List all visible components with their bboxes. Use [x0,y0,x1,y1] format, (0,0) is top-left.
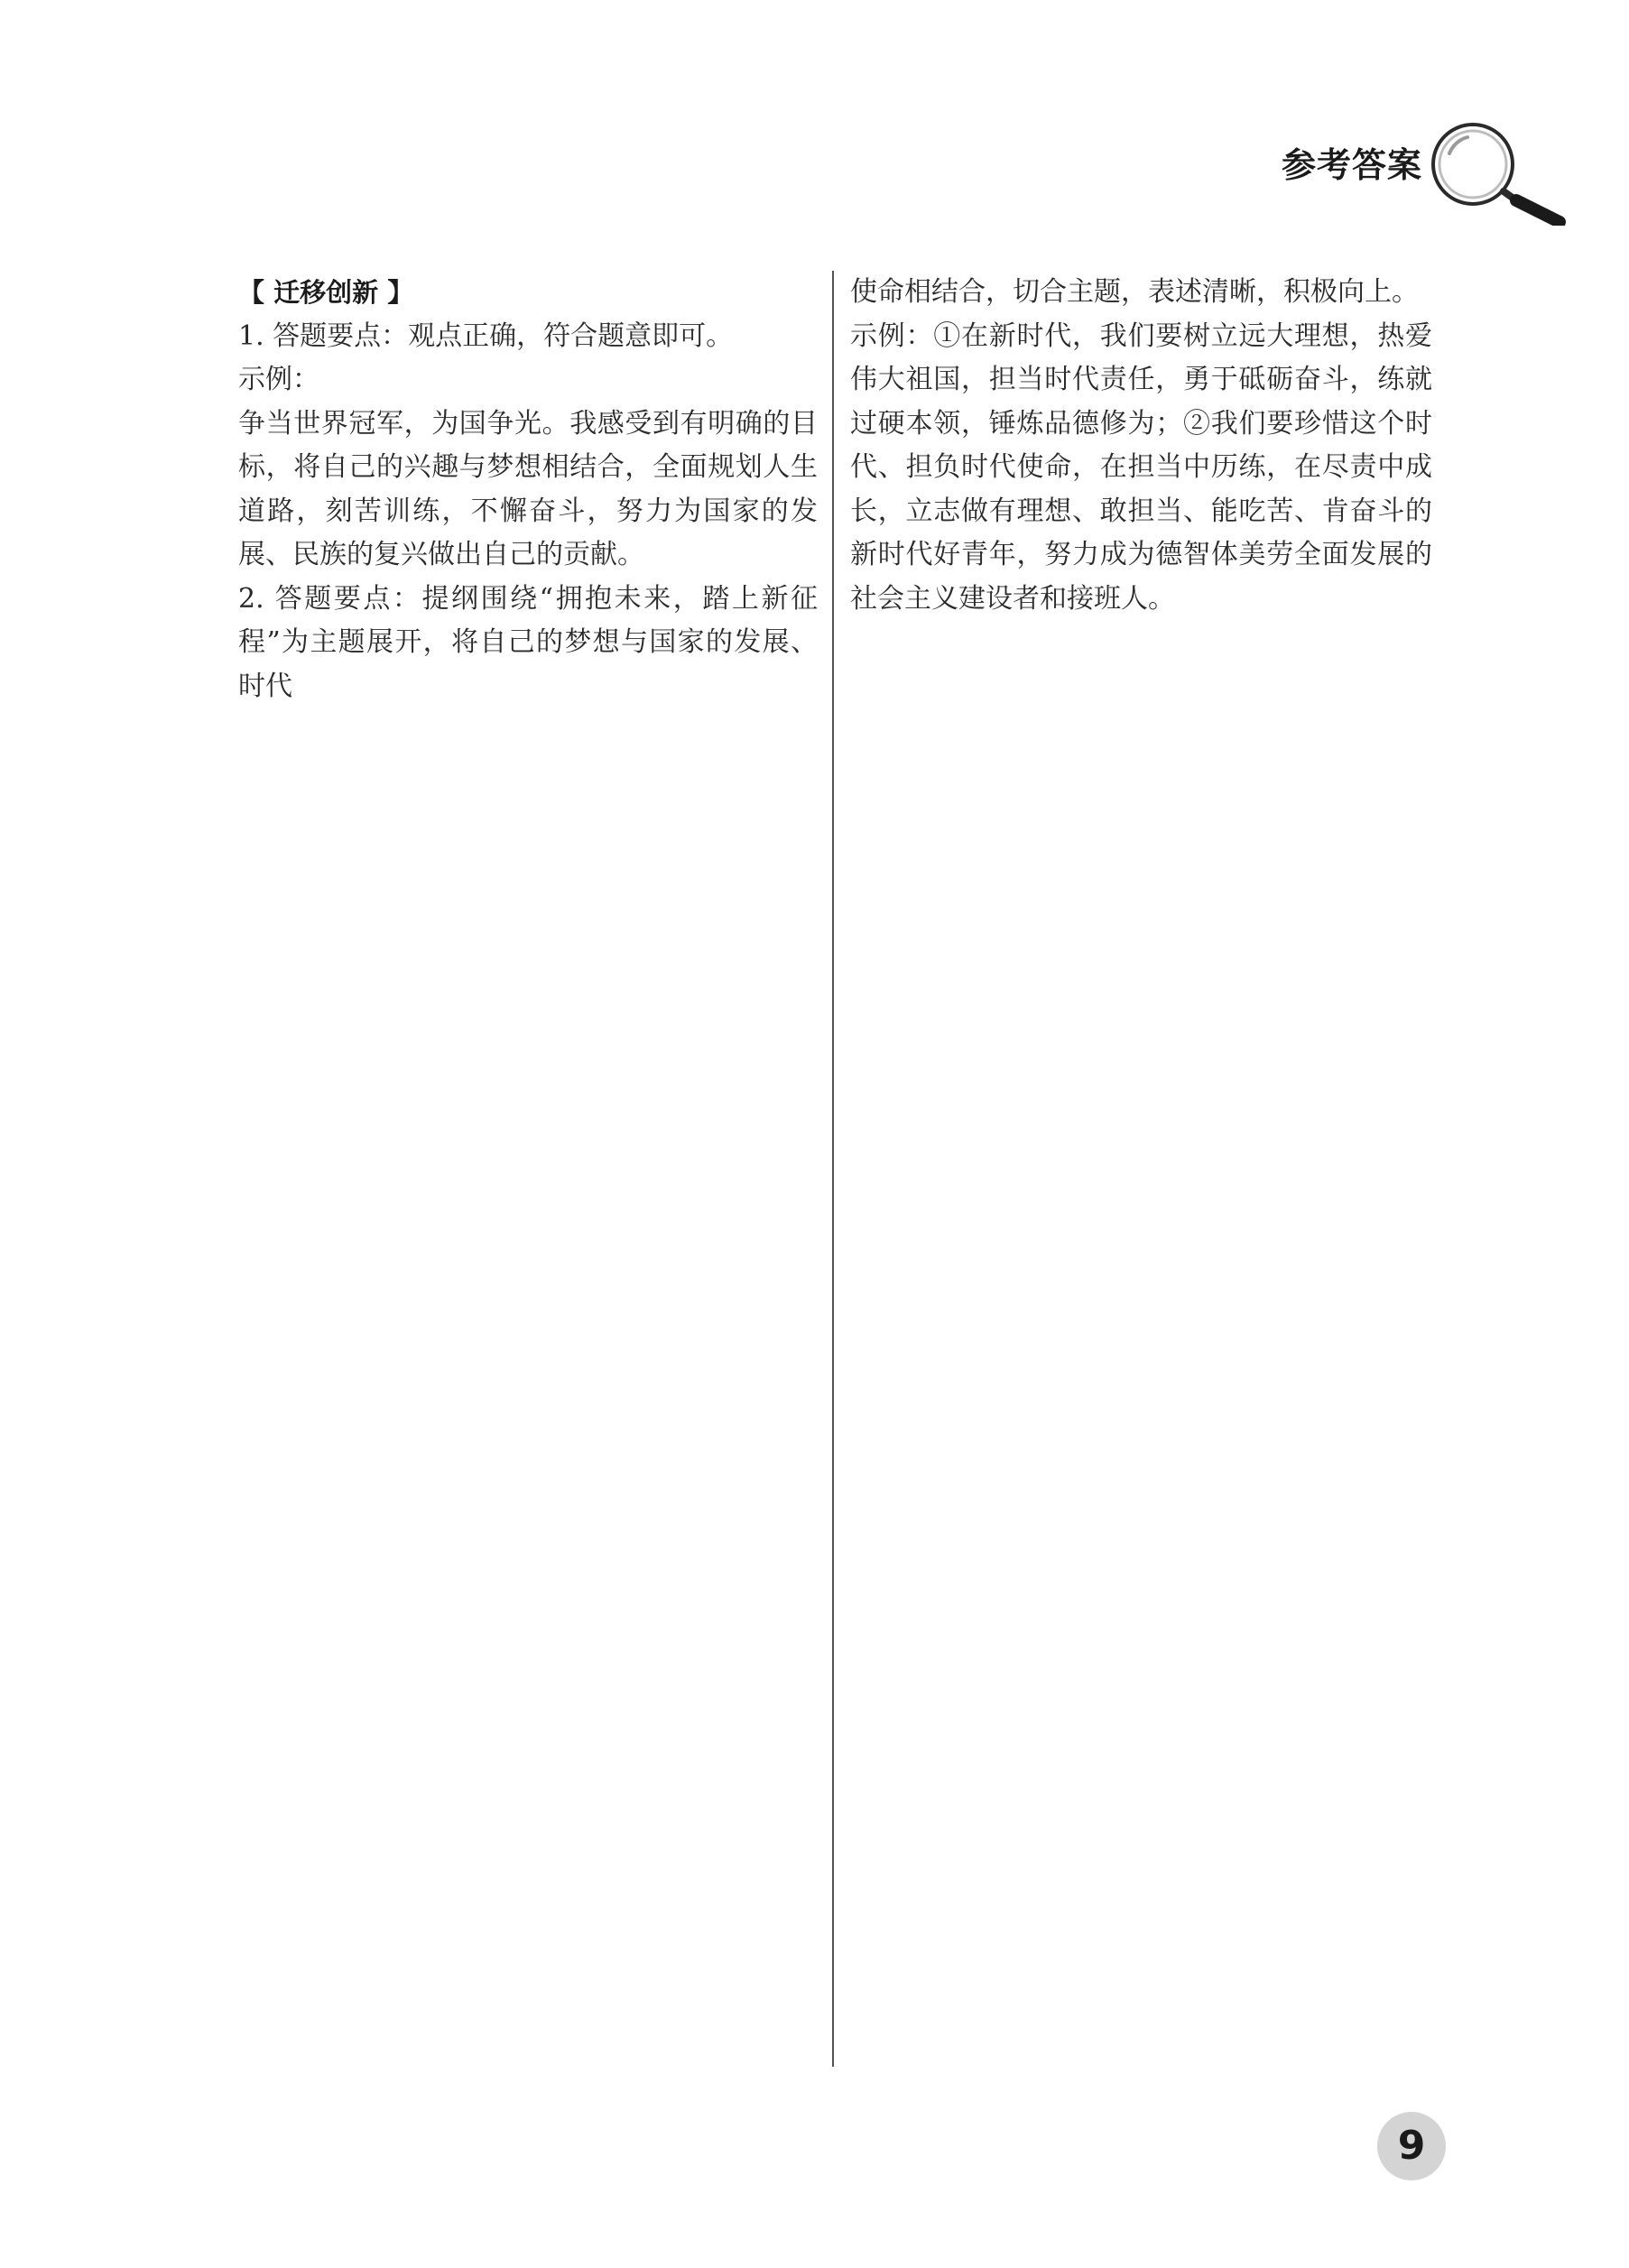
answer-2-example-text: 示例：①在新时代，我们要树立远大理想，热爱伟大祖国，担当时代责任，勇于砥砺奋斗，练就过硬本领，锤炼品德修为；②我们要珍惜这个时代、担负时代使命，在担当中历练，在尽责中成长，立志做有理想、敢担当、能吃苦、肯奋斗的新时代好青年，努力成为德智体美劳全面发展的社会主义建设者和接班人。 [850,319,1432,615]
section-title: 【 迁移创新 】 [238,277,414,308]
answer-1-example-label: 示例： [238,364,319,395]
header-title: 参考答案 [1282,145,1423,185]
right-column [850,271,1432,621]
answer-2-continuation: 使命相结合，切合主题，表述清晰，积极向上。 [850,276,1419,308]
page-number: 9 [1377,2112,1446,2180]
magnifier-icon [1426,117,1570,226]
answer-1-heading: 1. 答题要点：观点正确，符合题意即可。 [238,319,734,352]
answer-2-text: 2. 答题要点：提纲围绕“拥抱未来，踏上新征程”为主题展开，将自己的梦想与国家的发展、时代 [238,582,818,702]
left-column [238,271,818,708]
page-header [1282,117,1561,226]
answer-1-example-text: 争当世界冠军，为国争光。我感受到有明确的目标，将自己的兴趣与梦想相结合，全面规划人生道路，刻苦训练，不懈奋斗，努力为国家的发展、民族的复兴做出自己的贡献。 [238,407,818,570]
column-divider [832,271,834,2067]
